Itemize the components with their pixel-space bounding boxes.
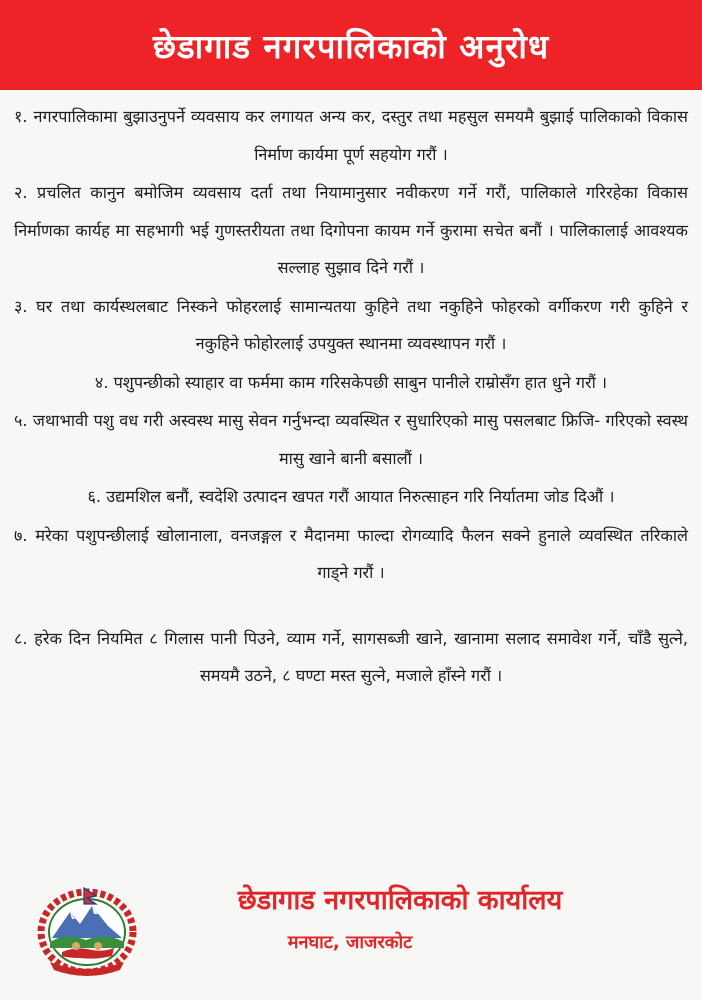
- page-title: छेडागाड नगरपालिकाको अनुरोध: [152, 26, 550, 66]
- request-item-5: ५. जथाभावी पशु वध गरी अस्वस्थ मासु सेवन गर्नुभन्दा व्यवस्थित र सुधारिएको मासु पसलबाट फ्रिजि- गरिएको स्वस्थ मासु खाने बानी बसालौं ।: [14, 411, 688, 468]
- nepal-emblem-icon: [36, 886, 138, 976]
- request-item-6: ६. उद्यमशिल बनौं, स्वदेशि उत्पादन खपत गरौं आयात निरुत्साहन गरि निर्यातमा जोड दिऔं ।: [87, 487, 615, 506]
- request-item-3: ३. घर तथा कार्यस्थलबाट निस्कने फोहरलाई सामान्यतया कुहिने तथा नकुहिने फोहरको वर्गीकरण गरी कुहिने र नकुहिने फोहोरलाई उपयुक्त स्थानमा व्यवस्थापन गरौं ।: [14, 296, 688, 353]
- request-item-1: १. नगरपालिकामा बुझाउनुपर्ने व्यवसाय कर लगायत अन्य कर, दस्तुर तथा महसुल समयमै बुझाई पालिकाको विकास निर्माण कार्यमा पूर्ण सहयोग गरौं ।: [14, 107, 688, 164]
- request-item-4: ४. पशुपन्छीको स्याहार वा फर्ममा काम गरिसकेपछी साबुन पानीले राम्रोसँग हात धुने गरौं ।: [94, 372, 608, 392]
- request-list: [0, 98, 702, 695]
- request-item-8: ८. हरेक दिन नियमित ८ गिलास पानी पिउने, व्याम गर्ने, सागसब्जी खाने, खानामा सलाद समावेश गर्ने, चाँडै सुत्ने, समयमै उठने, ८ घण्टा मस्त सुत्ने, मजाले हाँस्ने गरौं ।: [14, 628, 688, 685]
- header-banner: [0, 0, 702, 90]
- request-item-2: २. प्रचलित कानुन बमोजिम व्यवसाय दर्ता तथा नियामानुसार नवीकरण गर्ने गरौं, पालिकाले गरिरहेका विकास निर्माणका कार्यह मा सहभागी भई गुणस्तरीयता तथा दिगोपना कायम गर्ने कुरामा सचेत बनौं । पालिकालाई आवश्यक सल्लाह सुझाव दिने गरौं ।: [14, 183, 688, 277]
- footer: [0, 868, 702, 1000]
- office-name: छेडागाड नगरपालिकाको कार्यालय: [237, 885, 563, 916]
- office-address: मनघाट, जाजरकोट: [287, 932, 413, 953]
- request-item-7: ७. मरेका पशुपन्छीलाई खोलानाला, वनजङ्गल र मैदानमा फाल्दा रोगव्यादि फैलन सक्ने हुनाले व्यवस्थित तरिकाले गाड्ने गरौं ।: [14, 525, 688, 582]
